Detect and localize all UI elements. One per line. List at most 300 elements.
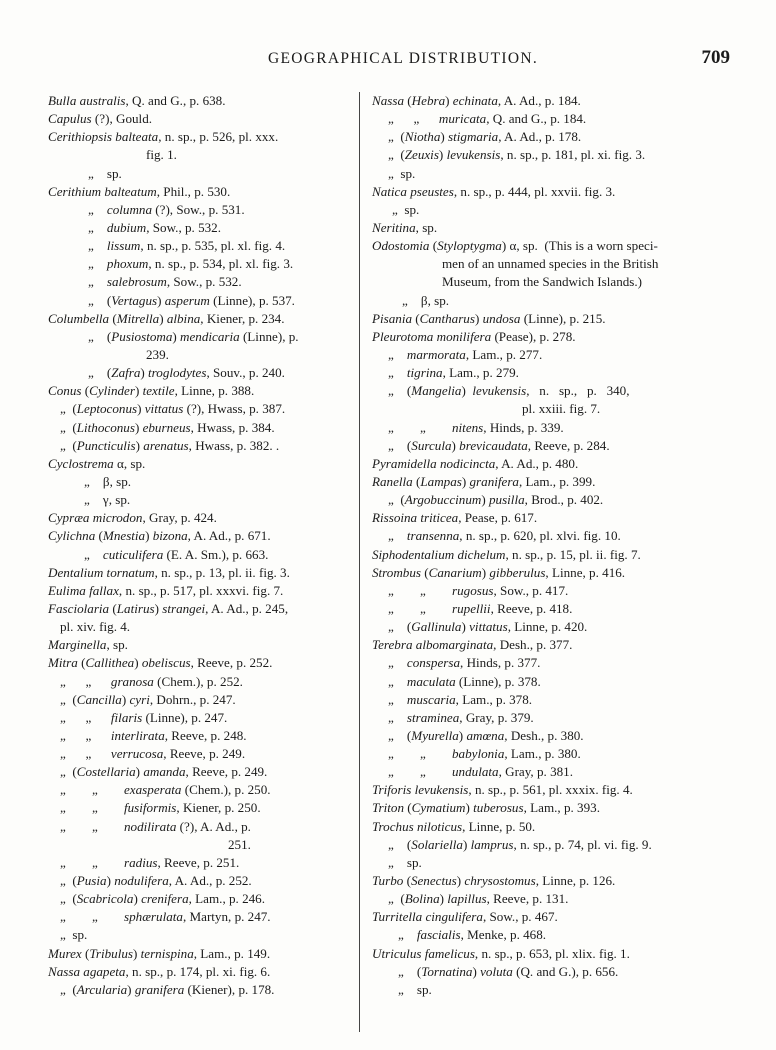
index-entry-line (48, 346, 358, 364)
taxon-name: Gallinula (411, 619, 462, 635)
entry-text: , n. sp., p. 15, pl. ii. fig. 7. (505, 546, 641, 562)
index-entry-line (48, 255, 358, 273)
index-entry-line (372, 146, 724, 164)
taxon-name: textile (142, 383, 175, 399)
taxon-name: sphærulata (124, 909, 183, 925)
taxon-name: Pusia (76, 873, 107, 889)
index-entry-line (372, 745, 724, 763)
taxon-name: Hebra (411, 93, 446, 108)
entry-text: ) (137, 401, 145, 417)
taxon-name: Mitrella (116, 310, 160, 326)
entry-text: 251. (228, 836, 251, 852)
index-entry-line (372, 781, 724, 799)
entry-text: „ ( (88, 328, 112, 344)
index-entry-line (372, 527, 724, 545)
entry-text: ) (439, 891, 448, 907)
taxon-name: Cyclostrema (48, 455, 114, 471)
taxon-name: Utriculus famelicus (372, 945, 475, 961)
index-entry-line (48, 400, 358, 418)
index-entry-line (372, 926, 724, 944)
entry-text: ) (481, 564, 490, 580)
taxon-name: undosa (482, 310, 521, 326)
entry-text: ( (404, 800, 412, 816)
index-entry-line (48, 908, 358, 926)
entry-text: ( (421, 564, 429, 580)
entry-text: , Kiener, p. 250. (176, 800, 261, 816)
index-entry-line (48, 110, 358, 128)
taxon-name: lapillus (447, 891, 487, 907)
entry-text: „ ( (60, 873, 77, 889)
index-entry-line (48, 92, 358, 110)
entry-text: „ „ (60, 709, 111, 725)
entry-text: „ ( (60, 691, 77, 707)
index-entry-line (372, 292, 724, 310)
entry-text: „ (88, 274, 107, 290)
taxon-name: Zeuxis (404, 147, 439, 163)
entry-text: „ „ (60, 854, 124, 870)
index-entry-line (372, 455, 724, 473)
index-entry-line (48, 926, 358, 944)
entry-text: , Linne, p. 388. (174, 383, 255, 399)
entry-text: , Reeve, p. 251. (157, 854, 240, 870)
taxon-name: Natica pseustes (372, 183, 454, 199)
index-entry-line (372, 963, 724, 981)
entry-text: , Lam., p. 277. (465, 346, 543, 362)
entry-text: , Hwass, p. 382. . (188, 437, 280, 453)
entry-text: „ ( (88, 292, 112, 308)
taxon-name: albina (166, 310, 201, 326)
taxon-name: granifera (469, 473, 519, 489)
taxon-name: obeliscus (141, 655, 191, 671)
taxon-name: Nassa agapeta (48, 963, 126, 979)
entry-text: , n. sp., p. 340, (526, 383, 630, 399)
taxon-name: Leptoconus (76, 401, 138, 417)
taxon-name: fascialis (416, 927, 461, 943)
entry-text: „ „ (60, 800, 124, 816)
entry-text: „ ( (388, 437, 412, 453)
entry-text: , Lam., p. 380. (504, 746, 581, 762)
taxon-name: Lampas (420, 473, 462, 489)
entry-text: ) (159, 310, 167, 326)
index-entry-line (372, 546, 724, 564)
entry-text: (Q. and G.), p. 656. (512, 963, 619, 979)
entry-text: (?), A. Ad., p. (176, 818, 251, 834)
index-entry-line (48, 546, 358, 564)
taxon-name: tuberosus (473, 800, 524, 816)
entry-text: „ ( (60, 437, 77, 453)
index-entry-line (48, 201, 358, 219)
taxon-name: straminea (406, 709, 460, 725)
taxon-name: Scabricola (76, 891, 134, 907)
taxon-name: Vertagus (111, 292, 158, 308)
running-title: GEOGRAPHICAL DISTRIBUTION. (268, 50, 539, 67)
index-entry-line (372, 763, 724, 781)
taxon-name: Arcularia (76, 981, 128, 997)
entry-text: „ „ (388, 600, 452, 616)
entry-text: , Linne, p. 420. (507, 619, 588, 635)
taxon-name: marmorata (406, 346, 466, 362)
taxon-name: Capulus (48, 111, 92, 127)
taxon-name: lamprus (470, 836, 514, 852)
taxon-name: Siphodentalium dichelum (372, 546, 506, 562)
taxon-name: salebrosum (106, 274, 167, 290)
entry-text: „ (388, 673, 407, 689)
entry-text: , Hwass, p. 384. (190, 419, 275, 435)
entry-text: , Reeve, p. 252. (190, 655, 273, 671)
taxon-name: pusilla (488, 492, 525, 508)
taxon-name: voluta (480, 963, 513, 979)
index-entry-line (372, 346, 724, 364)
entry-text: , Linne, p. 50. (462, 818, 536, 834)
entry-text: , Lam., p. 399. (518, 473, 596, 489)
entry-text: , Brod., p. 402. (524, 492, 604, 508)
entry-text: , Pease, p. 617. (458, 510, 538, 526)
index-entry-line (48, 600, 358, 618)
index-entry-line (48, 165, 358, 183)
index-entry-line (372, 890, 724, 908)
entry-text: „ γ, sp. (84, 492, 131, 508)
entry-text: ( (429, 238, 438, 254)
taxon-name: fusiformis (124, 800, 177, 816)
entry-text: (?), Gould. (91, 111, 153, 127)
entry-text: ) (135, 437, 144, 453)
taxon-name: Lithoconus (76, 419, 135, 435)
taxon-name: Cylinder (89, 383, 135, 399)
taxon-name: Turbo (372, 873, 404, 889)
entry-text: , A. Ad., p. 671. (187, 528, 271, 544)
index-entry-line (372, 727, 724, 745)
entry-text: , n. sp., p. 526, pl. xxx. (158, 129, 279, 145)
entry-text: , A. Ad., p. 178. (498, 129, 582, 145)
index-entry-line (48, 636, 358, 654)
left-column (48, 92, 358, 999)
entry-text: , Hinds, p. 339. (483, 419, 564, 435)
index-entry-line (372, 255, 724, 273)
entry-text: , Lam., p. 279. (442, 365, 519, 381)
index-entry-line (48, 673, 358, 691)
taxon-name: cyri (129, 691, 150, 707)
entry-text: ) (481, 492, 489, 508)
index-entry-line (372, 491, 724, 509)
entry-text: (Linne), p. 215. (520, 310, 606, 326)
index-entry-line (48, 727, 358, 745)
entry-text: , n. sp., p. 561, pl. xxxix. fig. 4. (468, 782, 633, 798)
index-entry-line (372, 636, 724, 654)
entry-text: pl. xxiii. fig. 7. (522, 401, 601, 417)
index-entry-line (48, 691, 358, 709)
index-entry-line (372, 110, 724, 128)
entry-text: „ ( (60, 419, 77, 435)
taxon-name: nodilirata (124, 818, 177, 834)
entry-text: , sp. (415, 219, 438, 235)
taxon-name: Tornatina (421, 963, 473, 979)
entry-text: „ ( (60, 891, 77, 907)
entry-text: „ sp. (398, 981, 432, 997)
entry-text: „ (88, 219, 107, 235)
taxon-name: gibberulus (489, 564, 546, 580)
index-entry-line (372, 818, 724, 836)
taxon-name: amœna (466, 727, 505, 743)
entry-text: , Reeve, p. 249. (185, 764, 268, 780)
taxon-name: Turritella cingulifera (372, 909, 483, 925)
index-entry-line (372, 673, 724, 691)
entry-text: ) (474, 310, 483, 326)
taxon-name: Marginella (48, 637, 107, 653)
entry-text: „ ( (388, 147, 405, 163)
entry-text: „ sp. (388, 854, 422, 870)
index-entry-line (372, 219, 724, 237)
entry-text: , Gray, p. 424. (142, 510, 217, 526)
entry-text: ) (438, 147, 447, 163)
taxon-name: granosa (110, 673, 154, 689)
taxon-name: arenatus (143, 437, 189, 453)
entry-text: „ ( (388, 891, 405, 907)
entry-text: „ „ (388, 419, 452, 435)
entry-text: , n. sp., p. 74, pl. vi. fig. 9. (513, 836, 652, 852)
taxon-name: strangei (162, 600, 206, 616)
entry-text: ) (134, 419, 143, 435)
taxon-name: filaris (110, 709, 143, 725)
index-entry-line (48, 854, 358, 872)
entry-text: ) (461, 619, 470, 635)
entry-text: ( (77, 655, 86, 671)
entry-text: (Pease), p. 278. (491, 328, 576, 344)
entry-text: , Linne, p. 416. (545, 564, 626, 580)
entry-text: 239. (146, 346, 169, 362)
entry-text: ) (458, 727, 467, 743)
entry-text: , Lam., p. 378. (455, 691, 533, 707)
index-entry-line (372, 237, 724, 255)
entry-text: „ „ (388, 582, 452, 598)
taxon-name: Mnestia (102, 528, 146, 544)
entry-text: „ ( (60, 764, 77, 780)
entry-text: „ „ (388, 764, 452, 780)
column-divider (359, 92, 360, 1032)
index-entry-line (48, 310, 358, 328)
taxon-name: vittatus (144, 401, 184, 417)
taxon-name: Latirus (116, 600, 155, 616)
entry-text: pl. xiv. fig. 4. (60, 619, 131, 635)
index-entry-line (372, 473, 724, 491)
taxon-name: Bolina (404, 891, 440, 907)
index-entry-line (48, 799, 358, 817)
entry-text: „ ( (60, 401, 77, 417)
entry-text: ( (95, 528, 103, 544)
taxon-name: echinata (452, 93, 498, 108)
index-entry-line (48, 509, 358, 527)
index-entry-line (48, 364, 358, 382)
index-entry-line (48, 836, 358, 854)
taxon-name: Conus (48, 383, 82, 399)
index-entry-line (372, 981, 724, 999)
entry-text: „ „ (60, 746, 111, 762)
entry-text: „ (398, 927, 417, 943)
taxon-name: ternispina (140, 945, 194, 961)
entry-text: , n. sp., p. 535, pl. xl. fig. 4. (140, 238, 286, 254)
entry-text: „ (388, 709, 407, 725)
taxon-name: amanda (143, 764, 186, 780)
index-entry-line (48, 763, 358, 781)
entry-text: , Gray, p. 381. (498, 764, 573, 780)
taxon-name: lissum (106, 238, 141, 254)
index-entry-line (48, 219, 358, 237)
entry-text: , n. sp., p. 517, pl. xxxvi. fig. 7. (118, 582, 284, 598)
index-entry-line (372, 908, 724, 926)
index-entry-line (372, 654, 724, 672)
taxon-name: Canarium (428, 564, 482, 580)
taxon-name: mendicaria (180, 328, 240, 344)
index-entry-line (372, 419, 724, 437)
taxon-name: Pusiostoma (111, 328, 173, 344)
index-entry-line (372, 273, 724, 291)
entry-text: „ ( (388, 129, 405, 145)
index-entry-line (372, 364, 724, 382)
entry-text: (E. A. Sm.), p. 663. (163, 546, 269, 562)
taxon-name: Cantharus (419, 310, 475, 326)
entry-text: „ „ (60, 782, 124, 798)
taxon-name: Rissoina triticea (372, 510, 459, 526)
right-column (372, 92, 724, 999)
entry-text: ) (134, 383, 143, 399)
entry-text: (Linne), p. 247. (142, 709, 228, 725)
entry-text: „ (388, 346, 407, 362)
entry-text: , n. sp., p. 13, pl. ii. fig. 3. (154, 564, 290, 580)
index-entry-line (48, 872, 358, 890)
entry-text: „ (88, 256, 107, 272)
entry-text: ( (403, 873, 411, 889)
taxon-name: conspersa (406, 655, 461, 671)
index-entry-line (48, 237, 358, 255)
entry-text: , A. Ad., p. 480. (495, 455, 579, 471)
taxon-name: rupellii (452, 600, 491, 616)
entry-text: „ „ (60, 727, 111, 743)
index-entry-line (48, 183, 358, 201)
taxon-name: brevicaudata (459, 437, 528, 453)
entry-text: fig. 1. (146, 147, 177, 163)
taxon-name: Zafra (111, 365, 141, 381)
entry-text: „ sp. (388, 165, 416, 181)
entry-text: , Martyn, p. 247. (182, 909, 271, 925)
index-entry-line (372, 872, 724, 890)
entry-text: , Gray, p. 379. (459, 709, 534, 725)
index-entry-line (372, 201, 724, 219)
taxon-name: Senectus (410, 873, 457, 889)
taxon-name: Pisania (372, 310, 413, 326)
index-entry-line (48, 292, 358, 310)
index-entry-line (48, 981, 358, 999)
index-entry-line (48, 273, 358, 291)
entry-text: ) (456, 873, 465, 889)
index-entry-line (48, 564, 358, 582)
entry-text: , n. sp., p. 444, pl. xxvii. fig. 3. (453, 183, 616, 199)
entry-text: ) (440, 129, 449, 145)
entry-text: , n. sp., p. 174, pl. xi. fig. 6. (125, 963, 271, 979)
index-entry-line (372, 128, 724, 146)
entry-text: , Menke, p. 468. (460, 927, 547, 943)
entry-text: ) (461, 473, 470, 489)
taxon-name: troglodytes (148, 365, 207, 381)
page-number: 709 (701, 47, 730, 68)
entry-text: , Souv., p. 240. (206, 365, 285, 381)
entry-text: ( (412, 473, 421, 489)
entry-text: ) (135, 764, 144, 780)
taxon-name: phoxum (106, 256, 149, 272)
taxon-name: vittatus (469, 619, 508, 635)
entry-text: , n. sp., p. 534, pl. xl. fig. 3. (148, 256, 294, 272)
entry-text: , n. sp., p. 653, pl. xlix. fig. 1. (474, 945, 630, 961)
entry-text: „ ( (388, 727, 412, 743)
index-entry-line (372, 310, 724, 328)
index-entry-line (372, 799, 724, 817)
taxon-name: Cypræa microdon (48, 510, 143, 526)
taxon-name: Myurella (411, 727, 459, 743)
entry-text: α, sp. (113, 455, 146, 471)
taxon-name: Puncticulis (76, 437, 136, 453)
page-header (0, 47, 776, 72)
taxon-name: columna (106, 201, 152, 217)
index-entry-line (372, 582, 724, 600)
index-entry-line (48, 654, 358, 672)
taxon-name: Eulima fallax (48, 582, 119, 598)
entry-text: ( (412, 310, 420, 326)
index-entry-line (372, 183, 724, 201)
taxon-name: Neritina (372, 219, 416, 235)
entry-text: ) (451, 437, 460, 453)
index-entry-line (48, 890, 358, 908)
entry-text: ) (172, 328, 181, 344)
taxon-name: Callithea (85, 655, 135, 671)
entry-text: , A. Ad., p. 252. (168, 873, 252, 889)
taxon-name: Mangelia (411, 383, 462, 399)
taxon-name: Argobuccinum (404, 492, 482, 508)
taxon-name: Surcula (411, 437, 452, 453)
entry-text: ) (133, 891, 142, 907)
index-entry-line (48, 437, 358, 455)
entry-text: , Desh., p. 377. (493, 637, 573, 653)
entry-text: „ β, sp. (402, 292, 450, 308)
taxon-name: asperum (164, 292, 210, 308)
entry-text: „ ( (388, 619, 412, 635)
index-entry-line (48, 582, 358, 600)
taxon-name: Tribulus (89, 945, 133, 961)
taxon-name: Fasciolaria (48, 600, 110, 616)
entry-text: , A. Ad., p. 184. (497, 93, 581, 108)
entry-text: ) (154, 600, 163, 616)
entry-text: „ (388, 528, 407, 544)
entry-text: ) (462, 836, 471, 852)
taxon-name: transenna (406, 528, 460, 544)
entry-text: (?), Sow., p. 531. (152, 201, 245, 217)
taxon-name: Cancilla (76, 691, 122, 707)
entry-text: (Linne), p. 537. (209, 292, 295, 308)
index-entry-line (48, 146, 358, 164)
entry-text: , Lam., p. 149. (193, 945, 271, 961)
taxon-name: Cerithium balteatum (48, 183, 157, 199)
taxon-name: Murex (48, 945, 82, 961)
index-entry-line (372, 328, 724, 346)
entry-text: , Sow., p. 532. (166, 274, 242, 290)
entry-text: „ ( (88, 365, 112, 381)
taxon-name: levukensis (446, 147, 501, 163)
index-entry-line (48, 618, 358, 636)
taxon-name: Odostomia (372, 238, 430, 254)
entry-text: ) (157, 292, 165, 308)
entry-text: , Q. and G., p. 184. (486, 111, 587, 127)
entry-text: , Reeve, p. 248. (164, 727, 247, 743)
index-entry-line (372, 509, 724, 527)
index-entry-line (48, 382, 358, 400)
taxon-name: chrysostomus (464, 873, 536, 889)
